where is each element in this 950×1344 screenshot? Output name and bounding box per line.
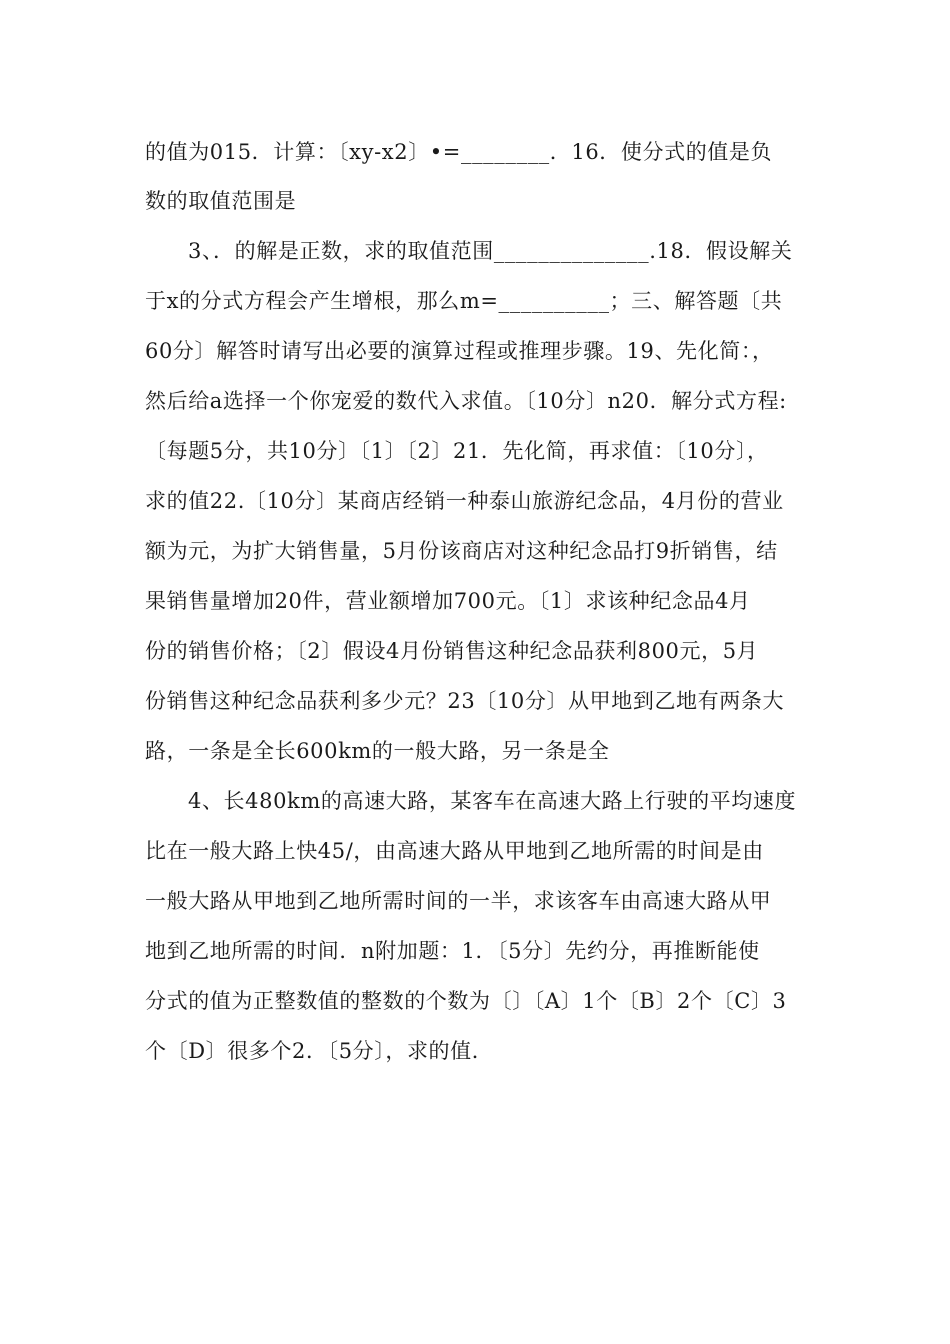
- text-line: 额为元，为扩大销售量，5月份该商店对这种纪念品打9折销售，结: [145, 539, 778, 563]
- text-line: 比在一般大路上快45/，由高速大路从甲地到乙地所需的时间是由: [145, 839, 764, 863]
- text-line: 的值为015．计算：〔xy-x2〕•=________．16．使分式的值是负: [145, 140, 773, 164]
- text-line: 然后给a选择一个你宠爱的数代入求值。〔10分〕n20．解分式方程:: [145, 389, 787, 413]
- text-line: 4、长480km的高速大路，某客车在高速大路上行驶的平均速度: [188, 789, 797, 813]
- text-line: 路，一条是全长600km的一般大路，另一条是全: [145, 739, 610, 763]
- text-line: 地到乙地所需的时间．n附加题：1．〔5分〕先约分，再推断能使: [145, 939, 760, 963]
- text-line: 求的值22.〔10分〕某商店经销一种泰山旅游纪念品，4月份的营业: [145, 489, 784, 513]
- text-line: 份的销售价格；〔2〕假设4月份销售这种纪念品获利800元，5月: [145, 639, 759, 663]
- text-line: 果销售量增加20件，营业额增加700元。〔1〕求该种纪念品4月: [145, 589, 751, 613]
- text-line: 〔每题5分，共10分〕〔1〕〔2〕21．先化简，再求值：〔10分〕，: [145, 439, 769, 463]
- text-line: 于x的分式方程会产生增根，那么m=__________；三、解答题〔共: [145, 289, 783, 313]
- text-line: 份销售这种纪念品获利多少元？23〔10分〕从甲地到乙地有两条大: [145, 689, 785, 713]
- text-line: 分式的值为正整数值的整数的个数为〔〕〔A〕1个〔B〕2个〔C〕3: [145, 989, 787, 1013]
- text-line: 一般大路从甲地到乙地所需时间的一半，求该客车由高速大路从甲: [145, 889, 772, 913]
- text-line: 3、．的解是正数，求的取值范围______________.18．假设解关: [188, 239, 793, 263]
- text-line: 个〔D〕很多个2．〔5分〕，求的值．: [145, 1039, 494, 1063]
- text-line: 数的取值范围是: [145, 189, 297, 213]
- text-line: 60分〕解答时请写出必要的演算过程或推理步骤。19、先化简：，: [145, 339, 774, 363]
